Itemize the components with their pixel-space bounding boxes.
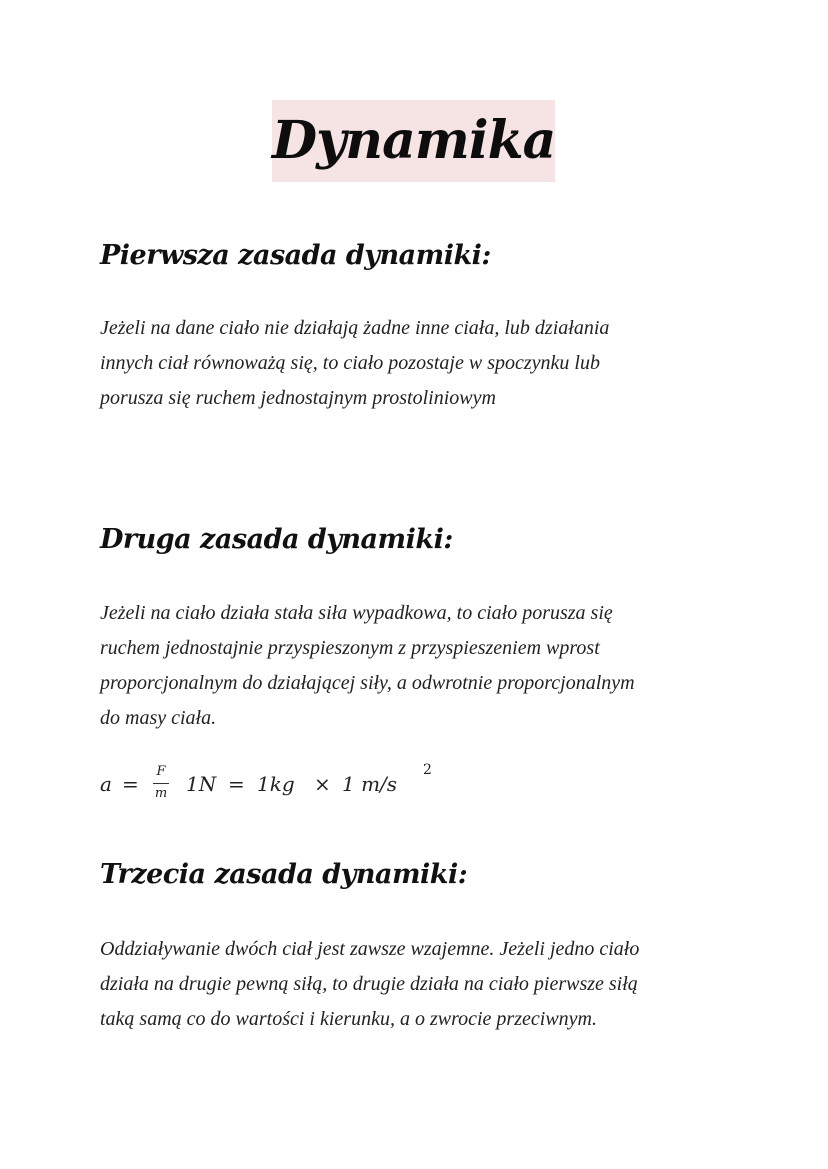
formula-acceleration: a [100, 772, 112, 796]
formula-equals: = [228, 772, 245, 796]
formula-fraction [150, 764, 172, 808]
text-line: Jeżeli na ciało działa stała siła wypadkowa, to ciało porusza się [100, 602, 613, 624]
formula-times: × [314, 772, 331, 796]
fraction-numerator: F [156, 764, 166, 779]
text-line: do masy ciała. [100, 707, 217, 729]
text-line: porusza się ruchem jednostajnym prostoliniowym [100, 387, 496, 409]
title-highlight [272, 100, 555, 182]
formula-exponent: 2 [423, 762, 432, 778]
fraction-denominator: m [154, 786, 168, 801]
text-line: ruchem jednostajnie przyspieszonym z przyspieszeniem wprost [100, 637, 600, 659]
page-title: Dynamika [272, 110, 556, 171]
formula-newton: 1N [186, 772, 217, 796]
newton-formula [100, 762, 500, 812]
section-text-first-law [100, 311, 740, 416]
section-heading-second-law: Druga zasada dynamiki: [100, 524, 453, 555]
text-line: proporcjonalnym do działającej siły, a odwrotnie proporcjonalnym [100, 672, 635, 694]
section-text-second-law [100, 596, 740, 736]
text-line: Jeżeli na dane ciało nie działają żadne inne ciała, lub działania [100, 317, 610, 339]
section-text-third-law [100, 932, 740, 1037]
text-line: innych ciał równoważą się, to ciało pozostaje w spoczynku lub [100, 352, 600, 374]
section-heading-third-law: Trzecia zasada dynamiki: [100, 859, 468, 890]
formula-kilogram: 1kg [257, 772, 295, 796]
formula-meter-per-second: 1 m/s [342, 772, 398, 796]
formula-equals: = [122, 772, 139, 796]
section-heading-first-law: Pierwsza zasada dynamiki: [100, 240, 491, 271]
text-line: działa na drugie pewną siłą, to drugie działa na ciało pierwsze siłą [100, 973, 638, 995]
text-line: taką samą co do wartości i kierunku, a o zwrocie przeciwnym. [100, 1008, 597, 1030]
fraction-bar [153, 783, 169, 784]
text-line: Oddziaływanie dwóch ciał jest zawsze wzajemne. Jeżeli jedno ciało [100, 938, 640, 960]
